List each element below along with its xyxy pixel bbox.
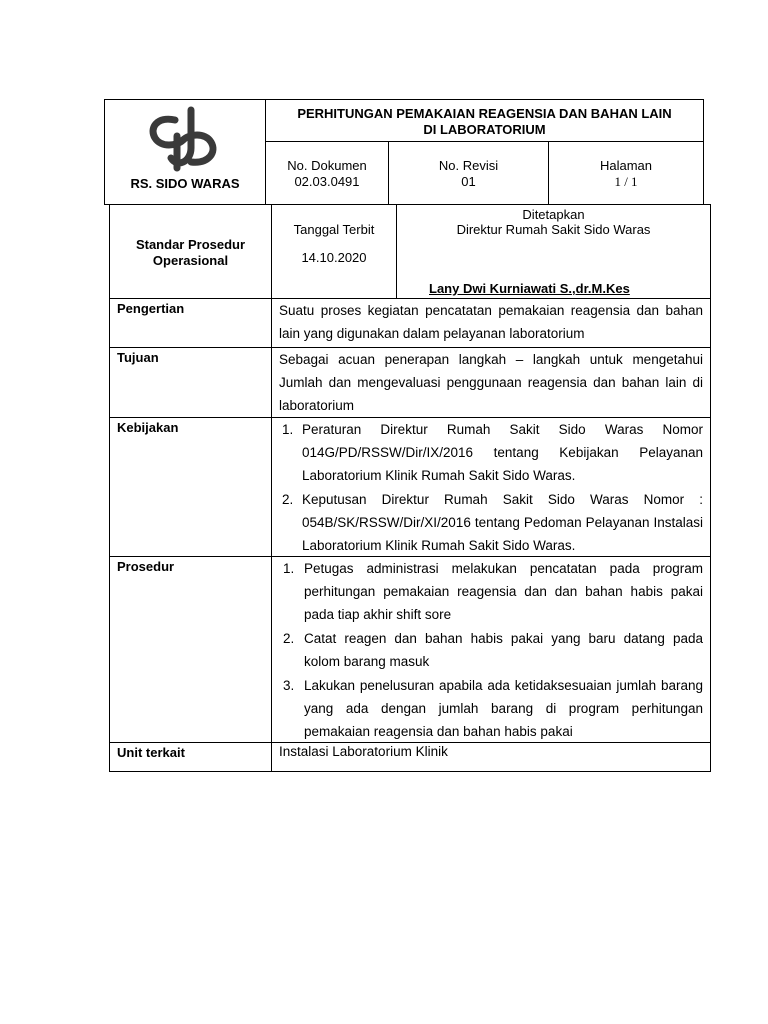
revision-value: 01 xyxy=(461,174,476,189)
approval-authority: Direktur Rumah Sakit Sido Waras xyxy=(456,222,651,237)
doc-number-value: 02.03.0491 xyxy=(294,174,360,189)
kebijakan-content-cell xyxy=(271,417,711,557)
signer-name: Lany Dwi Kurniawati S.,dr.M.Kes xyxy=(429,281,630,296)
logo-cell xyxy=(104,99,266,205)
doc-number-cell xyxy=(265,141,389,205)
sop-label-line2: Operasional xyxy=(152,253,229,268)
tujuan-content-cell xyxy=(271,347,711,418)
pengertian-label: Pengertian xyxy=(117,301,185,316)
list-item: 2. Keputusan Direktur Rumah Sakit Sido Waras Nomor : 054B/SK/RSSW/Dir/XI/2016 tentang Pedoman Pelayanan Instalasi Laboratorium Klinik Rumah Sakit Sido Waras. xyxy=(282,492,703,553)
page-value: 1 / 1 xyxy=(614,174,638,189)
page-cell xyxy=(548,141,704,205)
issue-date-label: Tanggal Terbit xyxy=(293,222,375,237)
hospital-logo-icon xyxy=(143,106,223,176)
sop-label-line1: Standar Prosedur xyxy=(135,237,246,252)
tujuan-text: Sebagai acuan penerapan langkah – langkah untuk mengetahui Jumlah dan mengevaluasi penggunaan reagensia dan bahan lain di laboratorium xyxy=(279,352,703,413)
approval-cell xyxy=(396,204,711,299)
pengertian-content-cell xyxy=(271,298,711,348)
page-label: Halaman xyxy=(599,158,653,173)
list-item: 3. Lakukan penelusuran apabila ada ketidaksesuaian jumlah barang yang ada dengan jumlah barang di program perhitungan pemakaian reagensia dan bahan habis pakai xyxy=(283,678,703,739)
list-item: 1. Peraturan Direktur Rumah Sakit Sido Waras Nomor 014G/PD/RSSW/Dir/IX/2016 tentang Kebijakan Pelayanan Laboratorium Klinik Rumah Sakit Sido Waras. xyxy=(282,422,703,483)
prosedur-content-cell xyxy=(271,556,711,743)
pengertian-label-cell xyxy=(109,298,272,348)
document-title-line1: PERHITUNGAN PEMAKAIAN REAGENSIA DAN BAHAN LAIN xyxy=(297,106,672,121)
pengertian-text: Suatu proses kegiatan pencatatan pemakaian reagensia dan bahan lain yang digunakan dalam pelayanan laboratorium xyxy=(279,303,703,341)
approval-label: Ditetapkan xyxy=(522,207,585,222)
list-item: 2. Catat reagen dan bahan habis pakai yang baru datang pada kolom barang masuk xyxy=(283,631,703,669)
list-item: 1. Petugas administrasi melakukan pencatatan pada program perhitungan pemakaian reagensia dan dan bahan habis pakai pada tiap akhir shift sore xyxy=(283,561,703,622)
unit-content-cell xyxy=(271,742,711,772)
kebijakan-label: Kebijakan xyxy=(117,420,179,435)
issue-date-cell xyxy=(271,204,397,299)
title-cell xyxy=(265,99,704,142)
kebijakan-label-cell xyxy=(109,417,272,557)
revision-cell xyxy=(388,141,549,205)
issue-date-value: 14.10.2020 xyxy=(301,250,367,265)
sop-label-cell xyxy=(109,204,272,299)
prosedur-label-cell xyxy=(109,556,272,743)
unit-label: Unit terkait xyxy=(117,745,185,760)
doc-number-label: No. Dokumen xyxy=(287,158,367,173)
unit-text: Instalasi Laboratorium Klinik xyxy=(279,744,448,759)
prosedur-label: Prosedur xyxy=(117,559,175,574)
tujuan-label: Tujuan xyxy=(117,350,159,365)
unit-label-cell xyxy=(109,742,272,772)
hospital-name: RS. SIDO WARAS xyxy=(130,176,240,191)
revision-label: No. Revisi xyxy=(438,158,499,173)
document-title-line2: DI LABORATORIUM xyxy=(423,122,546,137)
tujuan-label-cell xyxy=(109,347,272,418)
